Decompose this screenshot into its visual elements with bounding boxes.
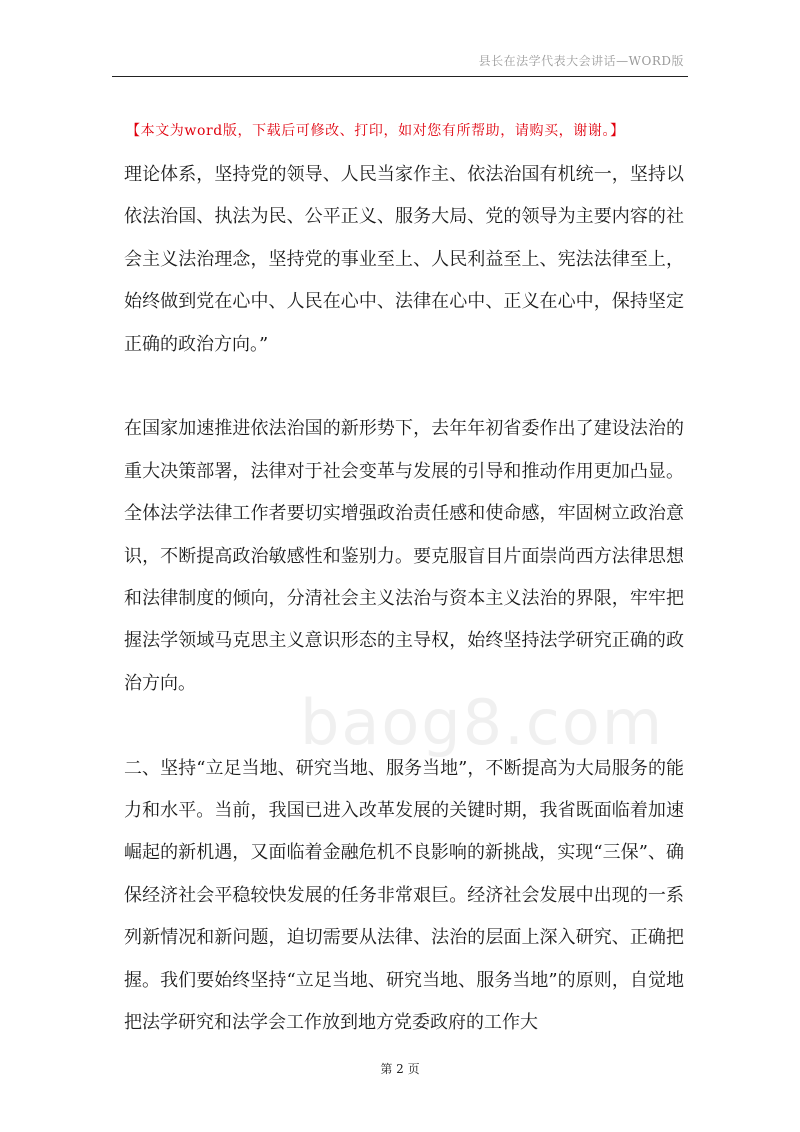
paragraph-1: 理论体系，坚持党的领导、人民当家作主、依法治国有机统一，坚持以依法治国、执法为民、公平正义、服务大局、党的领导为主要内容的社会主义法治理念，坚持党的事业至上、人民利益至上、宪法法律至上，始终做到党在心中、人民在心中、法律在心中、正义在心中，保持坚定正确的政治方向。” (124, 164, 684, 355)
header-divider (112, 76, 688, 77)
paragraph-3: 二、坚持“立足当地、研究当地、服务当地”，不断提高为大局服务的能力和水平。当前，我国已进入改革发展的关键时期，我省既面临着加速崛起的新机遇，又面临着金融危机不良影响的新挑战，实现“三保”、确保经济社会平稳较快发展的任务非常艰巨。经济社会发展中出现的一系列新情况和新问题，迫切需要从法律、法治的层面上深入研究、正确把握。我们要始终坚持“立足当地、研究当地、服务当地”的原则，自觉地把法学研究和法学会工作放到地方党委政府的工作大 (124, 757, 684, 1034)
document-body (124, 154, 684, 1045)
paragraph-2: 在国家加速推进依法治国的新形势下，去年年初省委作出了建设法治的重大决策部署，法律对于社会变革与发展的引导和推动作用更加凸显。全体法学法律工作者要切实增强政治责任感和使命感，牢固树立政治意识，不断提高政治敏感性和鉴别力。要克服盲目片面崇尚西方法律思想和法律制度的倾向，分清社会主义法治与资本主义法治的界限，牢牢把握法学领域马克思主义意识形态的主导权，始终坚持法学研究正确的政治方向。 (124, 418, 684, 694)
page-number: 第 2 页 (380, 1062, 420, 1076)
document-header-title: 县长在法学代表大会讲话—WORD版 (478, 54, 684, 68)
download-notice: 【本文为word版，下载后可修改、打印，如对您有所帮助，请购买，谢谢。】 (126, 123, 625, 139)
paragraph-gap (124, 705, 684, 747)
paragraph-gap (124, 366, 684, 408)
watermark-text: baog8.com (300, 686, 665, 759)
